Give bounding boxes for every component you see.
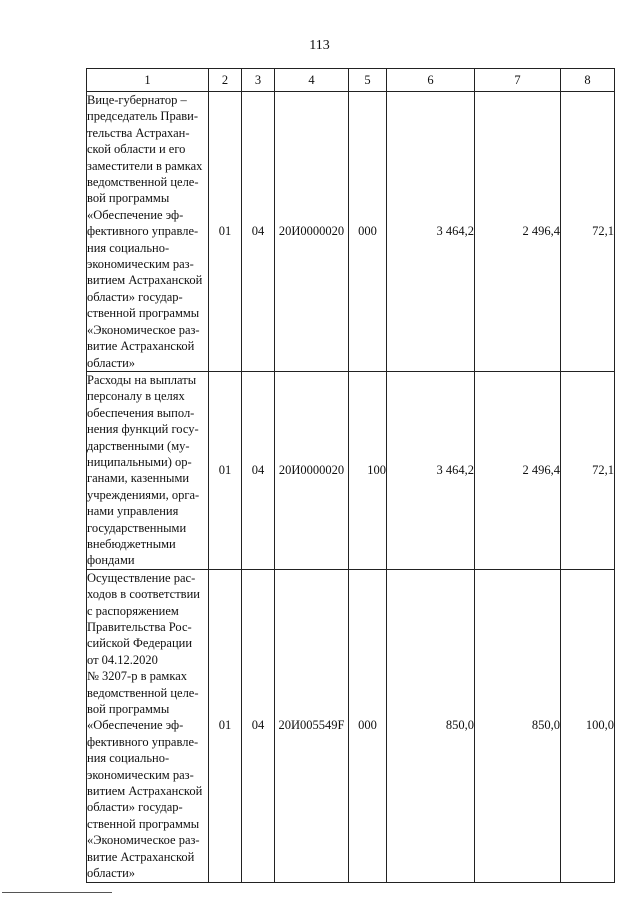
description-line: ственной программы: [87, 306, 200, 321]
description-line: области»: [87, 866, 136, 881]
description-line: заместители в рамках: [87, 158, 203, 173]
column-header-2: 2: [209, 69, 242, 92]
description-line: с распоряжением: [87, 603, 179, 618]
column-header-8: 8: [561, 69, 615, 92]
row-description: [87, 569, 209, 882]
row-description: [87, 92, 209, 372]
description-line: ведомственной целе-: [87, 175, 199, 190]
target-article-code: 20И005549F: [275, 569, 349, 882]
description-line: ниципальными) ор-: [87, 454, 192, 469]
percent-col-8: 72,1: [561, 371, 615, 569]
description-line: «Экономическое раз-: [87, 833, 200, 848]
expense-type-code: 000: [349, 569, 387, 882]
description-line: ганами, казенными: [87, 471, 190, 486]
description-line: Вице-губернатор –: [87, 93, 187, 107]
amount-col-6: 850,0: [387, 569, 475, 882]
expense-type-code: 000: [349, 92, 387, 372]
description-line: «Обеспечение эф-: [87, 207, 184, 222]
budget-table: [86, 68, 615, 883]
description-line: области» государ-: [87, 800, 183, 815]
column-header-4: 4: [275, 69, 349, 92]
column-header-7: 7: [475, 69, 561, 92]
amount-col-7: 2 496,4: [475, 371, 561, 569]
section-code: 01: [209, 569, 242, 882]
description-line: «Обеспечение эф-: [87, 718, 184, 733]
description-line: дарственными (му-: [87, 438, 190, 453]
amount-col-6: 3 464,2: [387, 92, 475, 372]
amount-col-6: 3 464,2: [387, 371, 475, 569]
description-line: вой программы: [87, 702, 170, 717]
description-line: области» государ-: [87, 289, 183, 304]
column-header-1: 1: [87, 69, 209, 92]
description-line: ния социально-: [87, 240, 170, 255]
target-article-code: 20И0000020: [275, 92, 349, 372]
column-header-3: 3: [242, 69, 275, 92]
description-line: обеспечения выпол-: [87, 405, 195, 420]
description-line: «Экономическое раз-: [87, 322, 200, 337]
section-code: 01: [209, 92, 242, 372]
table-header-row: [87, 69, 615, 92]
description-line: области»: [87, 355, 136, 370]
description-line: экономическим раз-: [87, 767, 194, 782]
section-code: 01: [209, 371, 242, 569]
column-header-6: 6: [387, 69, 475, 92]
description-line: ходов в соответствии: [87, 587, 200, 602]
description-line: витием Астраханской: [87, 273, 203, 288]
percent-col-8: 72,1: [561, 92, 615, 372]
description-line: ния социально-: [87, 751, 170, 766]
description-line: витие Астраханской: [87, 849, 195, 864]
description-line: фективного управле-: [87, 224, 199, 239]
subsection-code: 04: [242, 92, 275, 372]
table-row: [87, 92, 615, 372]
description-line: нами управления: [87, 504, 179, 519]
description-line: ведомственной целе-: [87, 685, 199, 700]
description-line: ственной программы: [87, 816, 200, 831]
description-line: экономическим раз-: [87, 257, 194, 272]
description-line: Осуществление рас-: [87, 570, 196, 585]
description-line: вой программы: [87, 191, 170, 206]
description-line: тельства Астрахан-: [87, 125, 190, 140]
description-line: фективного управле-: [87, 734, 199, 749]
description-line: сийской Федерации: [87, 636, 193, 651]
page-number: 113: [309, 38, 330, 53]
expense-type-code: 100: [349, 371, 387, 569]
amount-col-7: 850,0: [475, 569, 561, 882]
description-line: председатель Прави-: [87, 109, 199, 124]
description-line: учреждениями, орга-: [87, 487, 200, 502]
description-line: государственными: [87, 520, 187, 535]
description-line: нения функций госу-: [87, 422, 199, 437]
subsection-code: 04: [242, 371, 275, 569]
description-line: Правительства Рос-: [87, 620, 192, 634]
target-article-code: 20И0000020: [275, 371, 349, 569]
description-line: витие Астраханской: [87, 339, 195, 354]
description-line: фондами: [87, 553, 135, 568]
description-line: ской области и его: [87, 142, 186, 157]
subsection-code: 04: [242, 569, 275, 882]
footer-rule: [2, 892, 112, 893]
description-line: Расходы на выплаты: [87, 372, 197, 387]
description-line: персоналу в целях: [87, 389, 185, 404]
description-line: № 3207-р в рамках: [87, 669, 188, 684]
table-row: [87, 371, 615, 569]
row-description: [87, 371, 209, 569]
table-row: [87, 569, 615, 882]
column-header-5: 5: [349, 69, 387, 92]
description-line: от 04.12.2020: [87, 652, 158, 667]
percent-col-8: 100,0: [561, 569, 615, 882]
description-line: витием Астраханской: [87, 784, 203, 799]
amount-col-7: 2 496,4: [475, 92, 561, 372]
description-line: внебюджетными: [87, 536, 176, 551]
